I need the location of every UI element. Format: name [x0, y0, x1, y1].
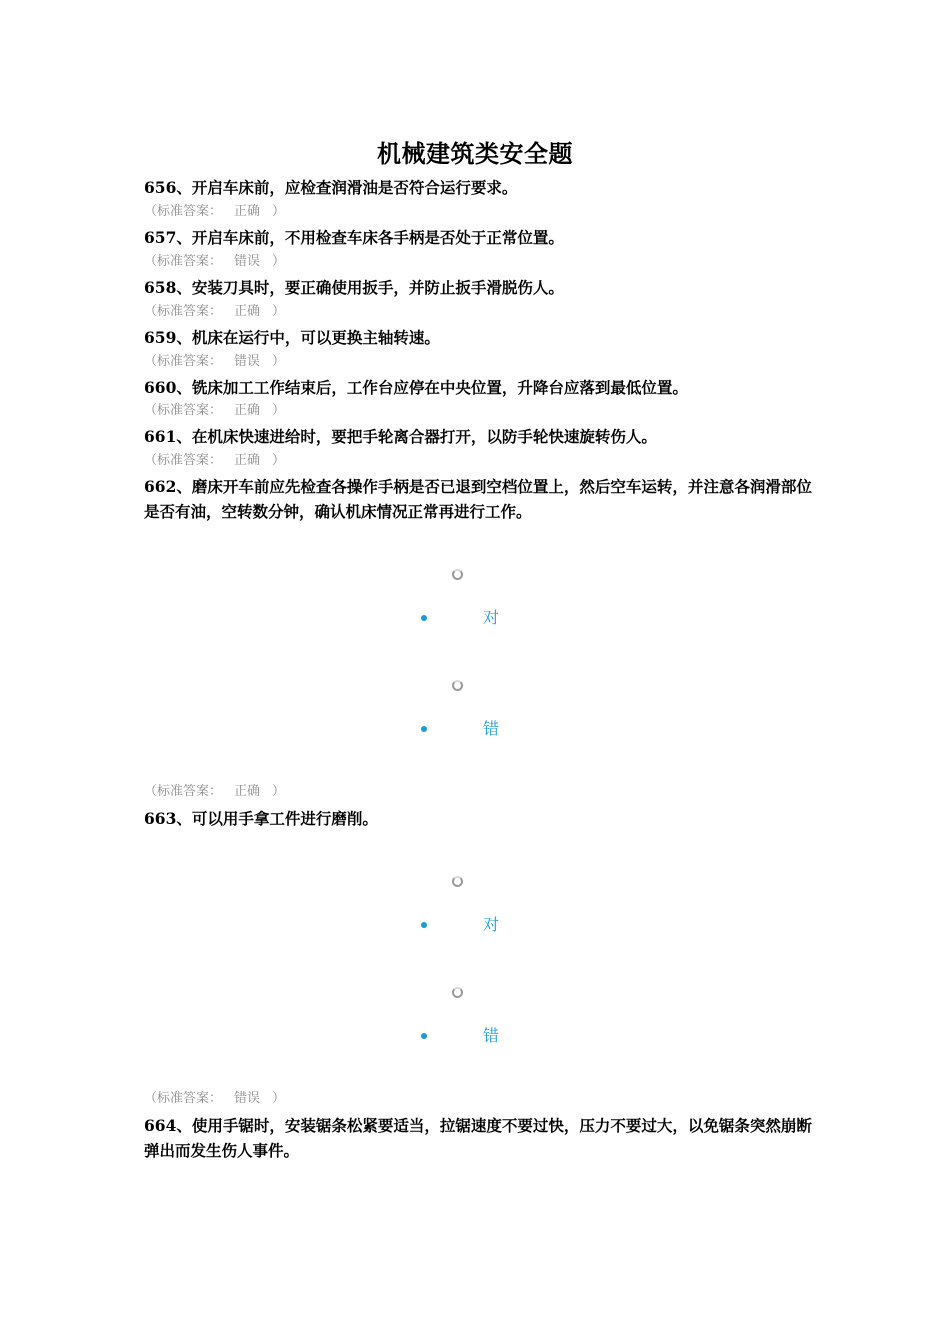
answer-659: （标准答案： 错误 ）: [144, 354, 286, 369]
radio-662-true[interactable]: [452, 569, 463, 580]
answer-657: （标准答案： 错误 ）: [144, 254, 286, 269]
question-657: 657、开启车床前，不用检查车床各手柄是否处于正常位置。: [144, 228, 564, 247]
question-663: 663、可以用手拿工件进行磨削。: [144, 809, 378, 828]
answer-663: （标准答案： 错误 ）: [144, 1091, 286, 1106]
radio-662-false[interactable]: [452, 680, 463, 691]
answer-660: （标准答案： 正确 ）: [144, 403, 286, 418]
radio-663-true[interactable]: [452, 876, 463, 887]
answer-658: （标准答案： 正确 ）: [144, 304, 286, 319]
option-662-true[interactable]: 对: [483, 608, 500, 627]
bullet-icon: [421, 615, 427, 621]
question-658: 658、安装刀具时，要正确使用扳手，并防止扳手滑脱伤人。: [144, 278, 564, 297]
bullet-icon: [421, 726, 427, 732]
option-663-true[interactable]: 对: [483, 915, 500, 934]
answer-661: （标准答案： 正确 ）: [144, 453, 286, 468]
answer-656: （标准答案： 正确 ）: [144, 204, 286, 219]
question-656: 656、开启车床前，应检查润滑油是否符合运行要求。: [144, 178, 518, 197]
question-661: 661、在机床快速进给时，要把手轮离合器打开，以防手轮快速旋转伤人。: [144, 427, 657, 446]
bullet-icon: [421, 922, 427, 928]
answer-662: （标准答案： 正确 ）: [144, 784, 286, 799]
question-660: 660、铣床加工工作结束后，工作台应停在中央位置，升降台应落到最低位置。: [144, 378, 688, 397]
option-662-false[interactable]: 错: [483, 719, 500, 738]
page-title: 机械建筑类安全题: [377, 139, 573, 168]
radio-663-false[interactable]: [452, 987, 463, 998]
question-659: 659、机床在运行中，可以更换主轴转速。: [144, 328, 440, 347]
bullet-icon: [421, 1033, 427, 1039]
option-663-false[interactable]: 错: [483, 1026, 500, 1045]
question-662: 662、磨床开车前应先检查各操作手柄是否已退到空档位置上，然后空车运转，并注意各润滑部位是否有油，空转数分钟，确认机床情况正常再进行工作。: [144, 477, 812, 521]
question-664: 664、使用手锯时，安装锯条松紧要适当，拉锯速度不要过快，压力不要过大，以免锯条突然崩断弹出而发生伤人事件。: [144, 1116, 812, 1160]
